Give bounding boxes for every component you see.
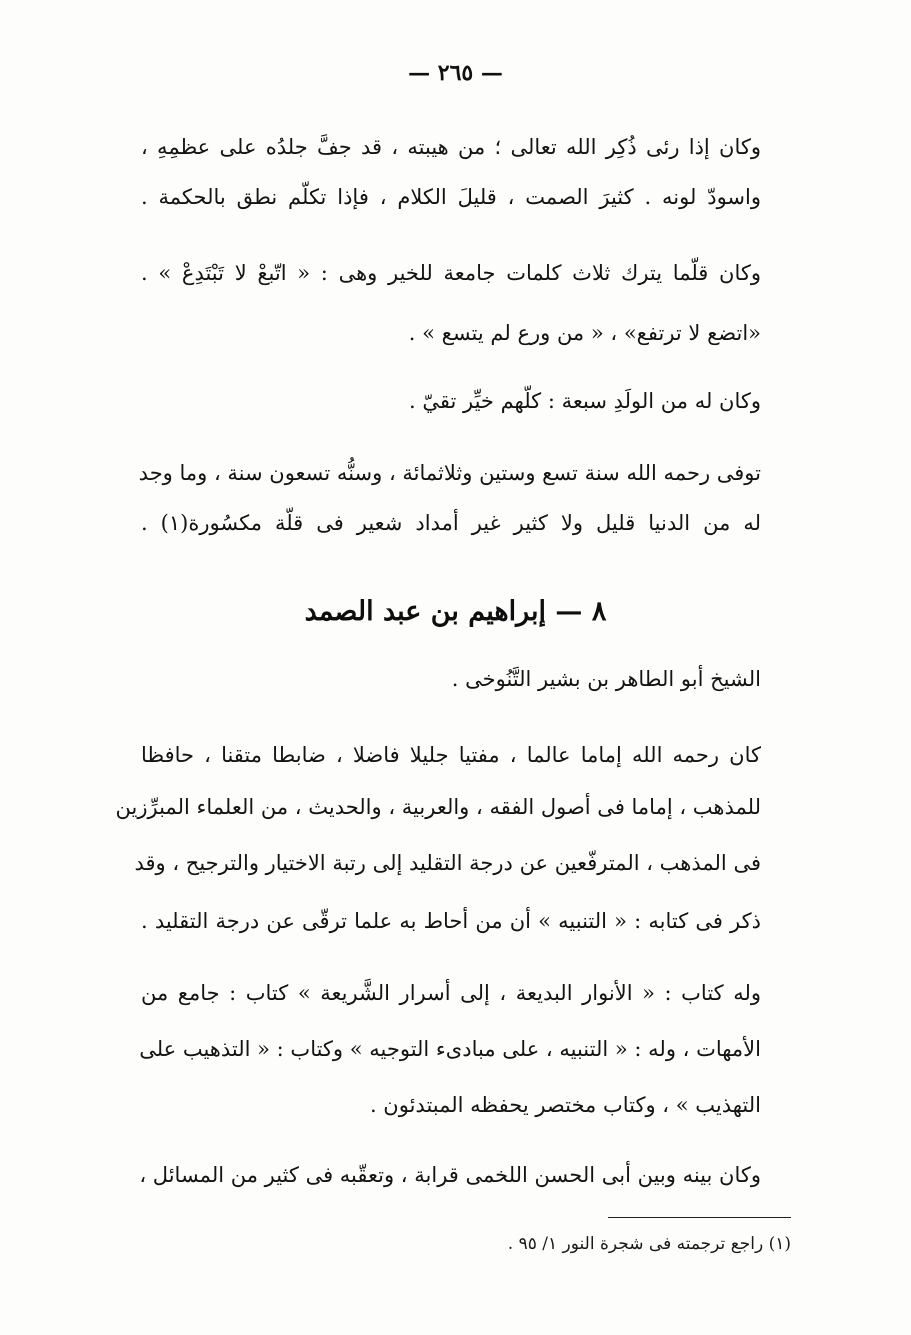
paragraph-1-line-1: وكان إذا رئى ذُكِر الله تعالى ؛ من هيبته ، قد جفَّ جلدُه على عظمِهِ ،: [141, 135, 761, 159]
paragraph-5-line-1: الشيخ أبو الطاهر بن بشير التَّنُوخى .: [451, 667, 761, 691]
paragraph-2-line-1: وكان قلّما يترك ثلاث كلمات جامعة للخير وهى : « اتّبعْ لا تَبْتَدِعْ » .: [141, 261, 761, 285]
paragraph-2-line-2: «اتضع لا ترتفع» ، « من ورع لم يتسع » .: [408, 321, 761, 345]
paragraph-4-line-1: توفى رحمه الله سنة تسع وستين وثلاثمائة ، وسنُّه تسعون سنة ، وما وجد: [138, 461, 761, 485]
paragraph-6-line-1: كان رحمه الله إماما عالما ، مفتيا جليلا فاضلا ، ضابطا متقنا ، حافظا: [141, 743, 761, 767]
section-heading: ٨ — إبراهيم بن عبد الصمد: [304, 596, 607, 627]
footnote-divider: [608, 1217, 791, 1218]
footnote: (١) راجع ترجمته فى شجرة النور ١/ ٩٥ .: [507, 1234, 791, 1254]
paragraph-3-line-1: وكان له من الولَدِ سبعة : كلّهم خيِّر تقيّ .: [409, 389, 761, 413]
page-number: — ٢٦٥ —: [408, 60, 503, 86]
paragraph-7-line-3: التهذيب » ، وكتاب مختصر يحفظه المبتدئون .: [369, 1093, 761, 1117]
paragraph-1-line-2: واسودّ لونه . كثيرَ الصمت ، قليلَ الكلام ، فإذا تكلّم نطق بالحكمة .: [141, 185, 761, 209]
paragraph-6-line-2: للمذهب ، إماما فى أصول الفقه ، والعربية ، والحديث ، من العلماء المبرِّزين: [115, 795, 761, 819]
paragraph-4-line-2: له من الدنيا قليل ولا كثير غير أمداد شعير فى قلّة مكسُورة(١) .: [141, 511, 762, 535]
paragraph-6-line-4: ذكر فى كتابه : « التنبيه » أن من أحاط به علما ترقّى عن درجة التقليد .: [141, 909, 761, 933]
paragraph-8-line-1: وكان بينه وبين أبى الحسن اللخمى قرابة ، وتعقّبه فى كثير من المسائل ،: [139, 1163, 761, 1187]
paragraph-7-line-1: وله كتاب : « الأنوار البديعة ، إلى أسرار الشَّريعة » كتاب : جامع من: [141, 981, 761, 1005]
paragraph-6-line-3: فى المذهب ، المترفّعين عن درجة التقليد إلى رتبة الاختيار والترجيح ، وقد: [134, 851, 761, 875]
paragraph-7-line-2: الأمهات ، وله : « التنبيه ، على مبادىء التوجيه » وكتاب : « التذهيب على: [139, 1037, 761, 1061]
